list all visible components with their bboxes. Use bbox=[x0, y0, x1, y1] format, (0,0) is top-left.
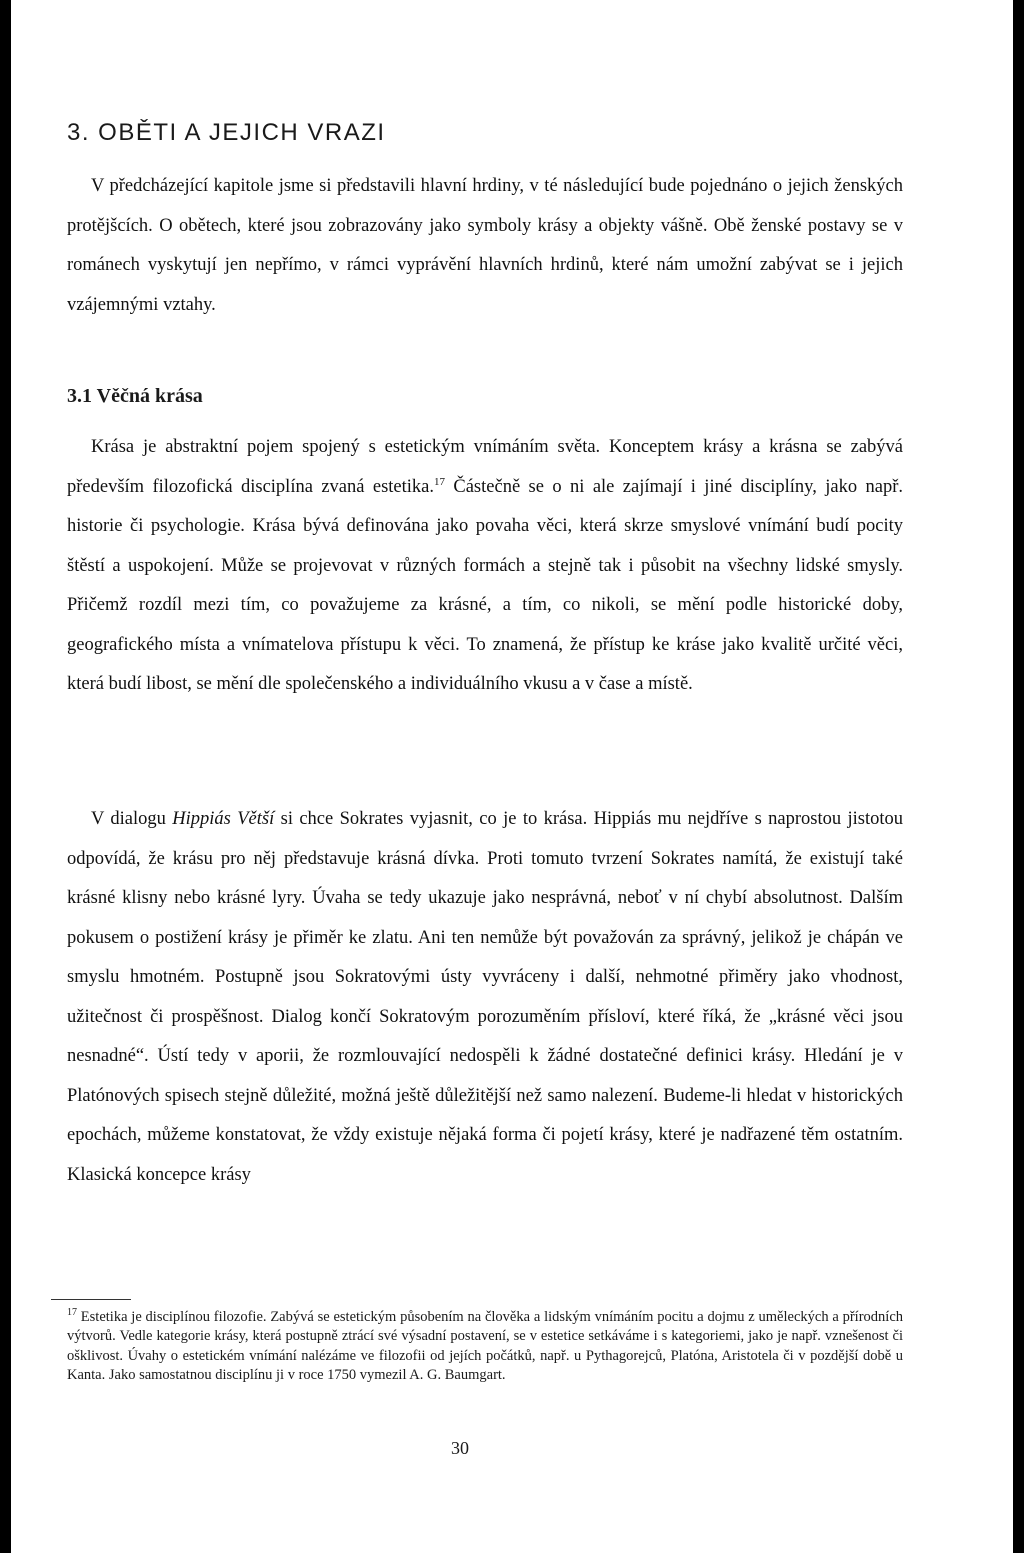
document-page bbox=[11, 0, 1013, 1553]
paragraph-text: si chce Sokrates vyjasnit, co je to krása. Hippiás mu nejdříve s naprostou jistotou odpovídá, že krásu pro něj představuje krásná dívka. Proti tomuto tvrzení Sokrates namítá, že existují také krásné klisny nebo krásné lyry. Úvaha se tedy ukazuje jako nesprávná, neboť v ní chybí absolutnost. Dalším pokusem o postižení krásy je přiměr ke zlatu. Ani ten nemůže být považován za správný, jelikož je chápán ve smyslu hmotném. Postupně jsou Sokratovými ústy vyvráceny i další, nehmotné přiměry jako vhodnost, užitečnost či prospěšnost. Dialog končí Sokratovým porozuměním přísloví, které říká, že „krásné věci jsou nesnadné“. Ústí tedy v aporii, že rozmlouvající nedospěli k žádné dostatečné definici krásy. Hledání je v Platónových spisech stejně důležité, možná ještě důležitější než samo nalezení. Budeme-li hledat v historických epochách, můžeme konstatovat, že vždy existuje nějaká forma či pojetí krásy, které je nadřazené těm ostatním. Klasická koncepce krásy bbox=[67, 809, 903, 1185]
section-heading: 3.1 Věčná krása bbox=[67, 385, 203, 407]
chapter-intro-text: V předcházející kapitole jsme si představili hlavní hrdiny, v té následující bude pojednáno o jejich ženských protějšcích. O obětech, které jsou zobrazovány jako symboly krásy a objekty vášně. Obě ženské postavy se v románech vyskytují jen nepřímo, v rámci vyprávění hlavních hrdinů, které nám umožní zabývat se i jejich vzájemnými vztahy. bbox=[67, 176, 903, 315]
chapter-heading: 3. OBĚTI A JEJICH VRAZI bbox=[67, 119, 386, 146]
paragraph-text: Krása je abstraktní pojem spojený s estetickým vnímáním světa. Konceptem krásy a krásna se zabývá především filozofická disciplína zvaná estetika. bbox=[67, 437, 903, 497]
footnote bbox=[67, 1303, 903, 1386]
chapter-intro-paragraph bbox=[67, 167, 903, 325]
section-paragraph-1 bbox=[67, 428, 903, 705]
footnote-mark: 17 bbox=[67, 1307, 77, 1318]
footnote-reference: 17 bbox=[433, 475, 445, 488]
section-paragraph-2 bbox=[67, 800, 903, 1195]
footnote-text: Estetika je disciplínou filozofie. Zabývá se estetickým působením na člověka a lidským vnímáním pocitu a dojmu z uměleckých a přírodních výtvorů. Vedle kategorie krásy, která postupně ztrácí své výsadní postavení, se v estetice setkáváme i s kategoriemi, jako je např. vznešenost či ošklivost. Úvahy o estetickém vnímání nalézáme ve filozofii od jejích počátků, např. u Pythagorejců, Platóna, Aristotela či v pozdější době u Kanta. Jako samostatnou disciplínu ji v roce 1750 vymezil A. G. Baumgart. bbox=[67, 1308, 903, 1384]
footnote-separator bbox=[51, 1299, 131, 1300]
paragraph-text: V dialogu bbox=[91, 809, 173, 829]
page-number: 30 bbox=[451, 1438, 469, 1458]
work-title: Hippiás Větší bbox=[172, 809, 275, 829]
paragraph-text: Částečně se o ni ale zajímají i jiné disciplíny, jako např. historie či psychologie. Krása bývá definována jako povaha věci, která skrze smyslové vnímání budí pocity štěstí a uspokojení. Může se projevovat v různých formách a stejně tak i působit na všechny lidské smysly. Přičemž rozdíl mezi tím, co považujeme za krásné, a tím, co nikoli, se mění podle historické doby, geografického místa a vnímatelova přístupu k věci. To znamená, že přístup ke kráse jako kvalitě určité věci, která budí libost, se mění dle společenského a individuálního vkusu a v čase a místě. bbox=[67, 476, 903, 694]
